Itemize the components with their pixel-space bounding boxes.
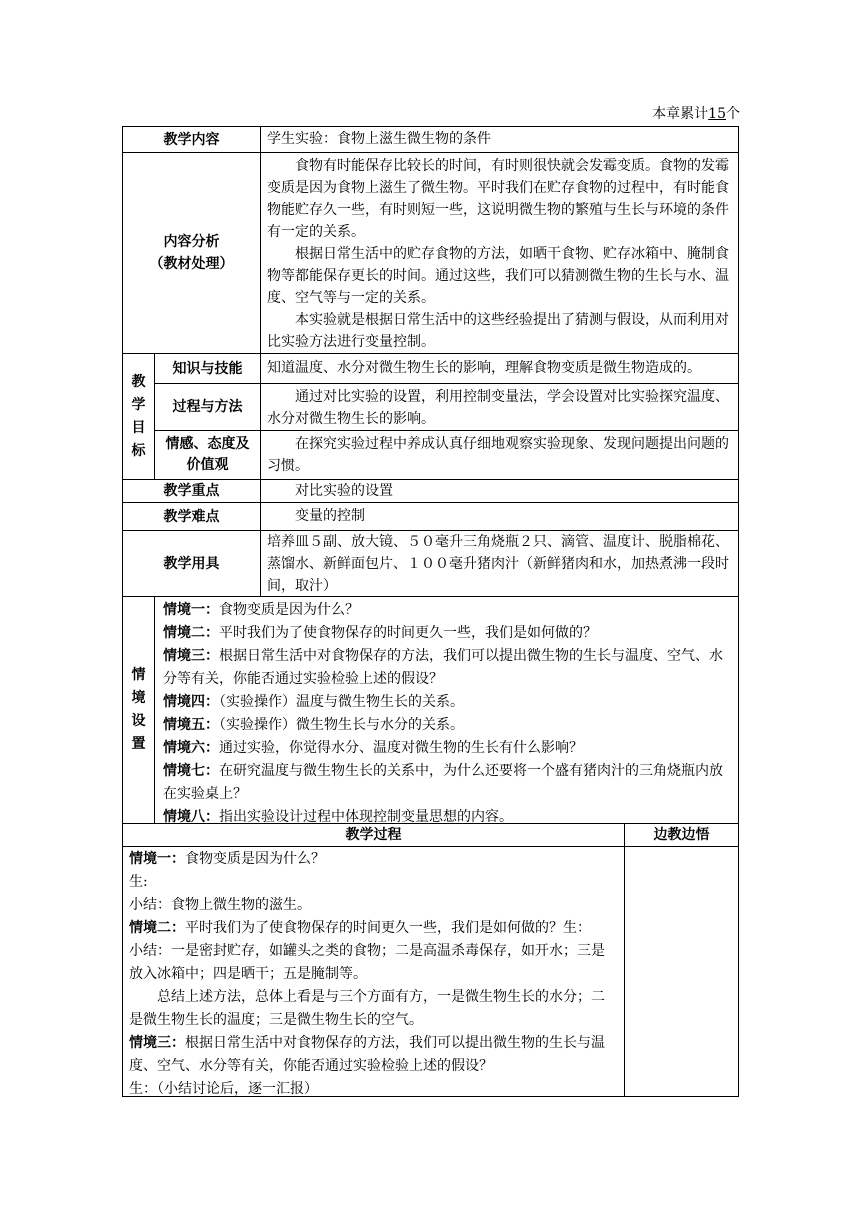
scenario-item (163, 760, 730, 806)
process-goal-value: 通过对比实验的设置，利用控制变量法，学会设置对比实验探究温度、水分对微生物生长的影响。 (260, 383, 739, 431)
analysis-label-line2: （教材处理） (149, 256, 234, 272)
analysis-label (122, 152, 261, 354)
counter-prefix: 本章累计 (652, 106, 709, 122)
analysis-content (260, 152, 739, 354)
chapter-counter (560, 104, 740, 124)
goals-label (122, 353, 155, 480)
analysis-label-line1: 内容分析 (163, 234, 220, 250)
scenario-text: 指出实验设计过程中体现控制变量思想的内容。 (219, 809, 513, 825)
process-tag: 情境一： (129, 851, 185, 867)
scenario-tag: 情境五： (163, 717, 219, 733)
tools-label: 教学用具 (122, 530, 261, 597)
process-goal-label: 过程与方法 (154, 383, 261, 431)
process-text: 平时我们为了使食物保存的时间更久一些，我们是如何做的？生： (185, 920, 591, 936)
process-body (122, 846, 625, 1097)
scenario-item (163, 622, 730, 645)
scenario-tag: 情境七： (163, 763, 219, 779)
knowledge-label: 知识与技能 (154, 353, 261, 384)
summary-3: 总结上述方法，总体上看是与三个方面有方，一是微生物生长的水分；二是微生物生长的温度；三是微生物生长的空气。 (129, 989, 605, 1028)
process-scenario-3 (129, 1032, 618, 1078)
attitude-label-line2: 价值观 (186, 457, 229, 473)
scenario-tag: 情境八： (163, 809, 219, 825)
attitude-label-line1: 情感、态度及 (165, 436, 250, 452)
key-point-label: 教学重点 (122, 479, 261, 503)
process-scenario-2 (129, 917, 618, 940)
scenario-item (163, 714, 730, 737)
scenarios-label-char: 设 (131, 713, 146, 729)
scenario-text: （实验操作）温度与微生物生长的关系。 (219, 694, 464, 710)
summary-1: 小结：食物上微生物的滋生。 (129, 897, 311, 913)
process-tag: 情境三： (129, 1035, 185, 1051)
scenario-tag: 情境六： (163, 740, 219, 756)
process-scenario-1 (129, 848, 618, 871)
scenario-tag: 情境二： (163, 625, 219, 641)
scenario-item (163, 599, 730, 622)
scenario-text: 在研究温度与微生物生长的关系中，为什么还要将一个盛有猪肉汁的三角烧瓶内放在实验桌上？ (163, 763, 723, 802)
reflection-column (624, 846, 739, 1097)
scenario-item (163, 645, 730, 691)
content-label: 教学内容 (122, 126, 261, 153)
process-text: 食物变质是因为什么？ (185, 851, 325, 867)
process-header: 教学过程 (122, 823, 625, 847)
analysis-paragraph: 食物有时能保存比较长的时间，有时则很快就会发霉变质。食物的发霉变质是因为食物上滋生了微生物。平时我们在贮存食物的过程中，有时能食物能贮存久一些，有时则短一些，这说明微生物的繁殖与生长与环境的条件有一定的关系。 (267, 158, 729, 240)
scenario-text: 食物变质是因为什么？ (219, 602, 359, 618)
goals-label-char: 学 (131, 396, 146, 413)
scenarios-label-char: 置 (131, 736, 146, 752)
scenario-text: 通过实验，你觉得水分、温度对微生物的生长有什么影响？ (219, 740, 583, 756)
scenarios-label-char: 情 (131, 667, 146, 683)
analysis-paragraph: 根据日常生活中的贮存食物的方法，如晒干食物、贮存冰箱中、腌制食物等都能保存更长的时间。通过这些，我们可以猜测微生物的生长与水、温度、空气等与一定的关系。 (267, 246, 729, 306)
scenario-item (163, 737, 730, 760)
scenario-item (163, 691, 730, 714)
scenarios-label-char: 境 (131, 690, 146, 706)
counter-number: 15 (708, 106, 726, 122)
scenario-tag: 情境四： (163, 694, 219, 710)
counter-suffix: 个 (726, 106, 740, 122)
scenario-text: 根据日常生活中对食物保存的方法，我们可以提出微生物的生长与温度、空气、水分等有关，你能否通过实验检验上述的假设？ (163, 648, 723, 687)
difficulty-value: 变量的控制 (260, 502, 739, 531)
process-tag: 情境二： (129, 920, 185, 936)
goals-label-char: 教 (131, 373, 146, 390)
scenario-tag: 情境一： (163, 602, 219, 618)
scenario-text: （实验操作）微生物生长与水分的关系。 (219, 717, 464, 733)
student-response-3: 生：（小结讨论后，逐一汇报） (129, 1081, 318, 1097)
key-point-value: 对比实验的设置 (260, 479, 739, 503)
scenarios-label (122, 596, 155, 824)
summary-2: 小结：一是密封贮存，如罐头之类的食物；二是高温杀毒保存，如开水；三是放入冰箱中；四是晒干；五是腌制等。 (129, 943, 605, 982)
attitude-label (154, 430, 261, 480)
goals-label-char: 标 (131, 442, 146, 459)
scenarios-list (154, 596, 739, 824)
scenario-text: 平时我们为了使食物保存的时间更久一些，我们是如何做的？ (219, 625, 597, 641)
process-text: 根据日常生活中对食物保存的方法，我们可以提出微生物的生长与温度、空气、水分等有关，你能否通过实验检验上述的假设？ (129, 1035, 605, 1074)
student-response-1: 生: (129, 874, 148, 890)
attitude-value: 在探究实验过程中养成认真仔细地观察实验现象、发现问题提出问题的习惯。 (260, 430, 739, 480)
tools-value: 培养皿５副、放大镜、５０毫升三角烧瓶２只、滴管、温度计、脱脂棉花、蒸馏水、新鲜面包片、１００毫升猪肉汁（新鲜猪肉和水，加热煮沸一段时间，取汁） (260, 530, 739, 597)
goals-label-char: 目 (131, 419, 146, 436)
knowledge-value: 知道温度、水分对微生物生长的影响，理解食物变质是微生物造成的。 (260, 353, 739, 384)
reflection-header: 边教边悟 (624, 823, 739, 847)
scenario-tag: 情境三： (163, 648, 219, 664)
analysis-paragraph: 本实验就是根据日常生活中的这些经验提出了猜测与假设，从而利用对比实验方法进行变量控制。 (267, 312, 729, 350)
content-value: 学生实验：食物上滋生微生物的条件 (260, 126, 739, 153)
difficulty-label: 教学难点 (122, 502, 261, 531)
